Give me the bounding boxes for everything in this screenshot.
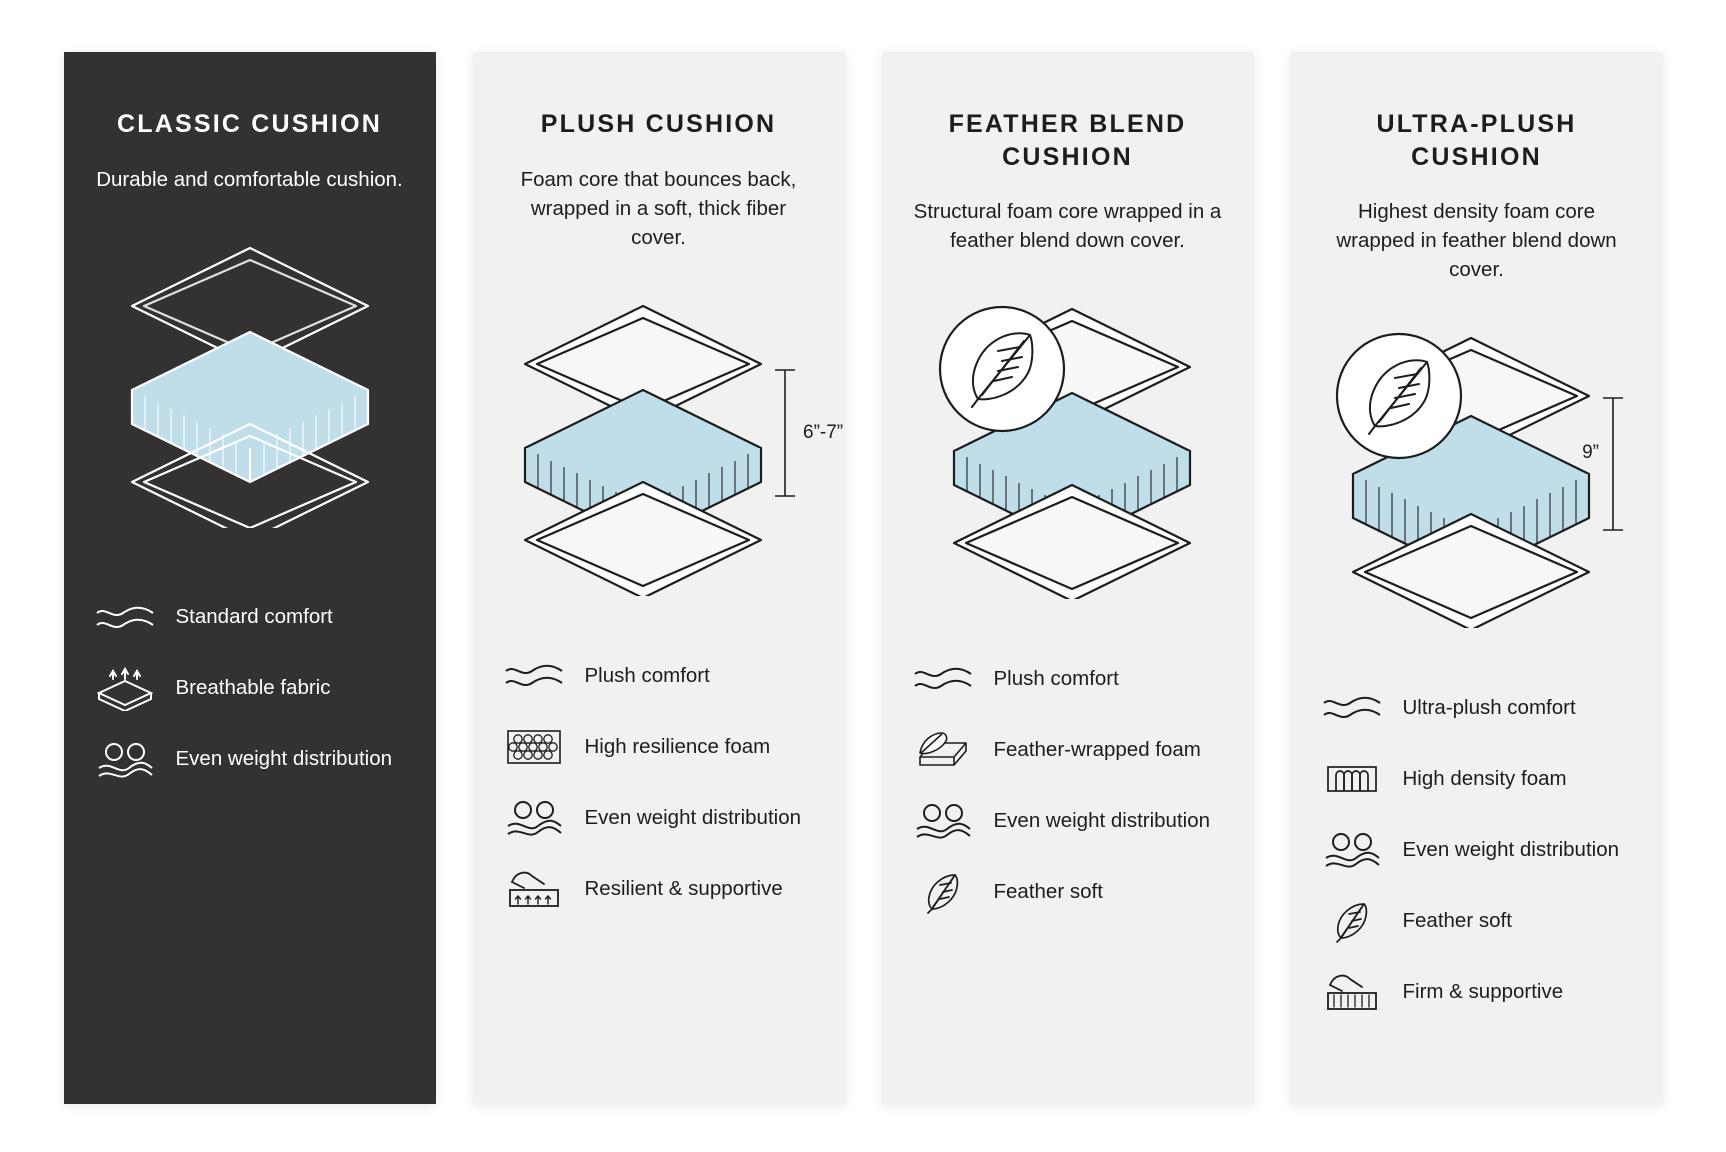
feature-label: Resilient & supportive [584, 876, 783, 900]
card-description: Durable and comfortable cushion. [96, 167, 403, 191]
resilient-support-icon [503, 864, 565, 914]
feature-item[interactable] [912, 724, 1224, 776]
exploded-cushion-diagram [1321, 318, 1661, 628]
weight-distribution-icon [94, 735, 156, 785]
dimension-bar [1603, 398, 1623, 530]
feather-badge-icon [1337, 334, 1461, 458]
wave-lines-icon [503, 651, 565, 701]
feature-item[interactable] [503, 721, 815, 773]
feather-badge-icon [940, 307, 1064, 431]
cushion-illustration-feather-blend [912, 289, 1224, 619]
feather-wrapped-foam-icon [912, 725, 974, 775]
honeycomb-foam-icon [503, 722, 565, 772]
wave-lines-icon [94, 593, 156, 643]
cushion-illustration-plush [503, 286, 843, 616]
feather-icon [912, 867, 974, 917]
dimension-bar [775, 370, 795, 496]
feature-label: Ultra-plush comfort [1402, 696, 1576, 720]
feature-label: Breathable fabric [175, 676, 331, 700]
exploded-cushion-diagram [912, 289, 1252, 599]
feature-item[interactable] [503, 792, 815, 844]
wave-lines-icon [1321, 683, 1383, 733]
feature-item[interactable] [1321, 753, 1633, 805]
feature-label: Feather soft [1402, 909, 1512, 933]
card-title: CLASSIC CUSHION [117, 110, 382, 138]
feature-label: Plush comfort [993, 667, 1119, 691]
cushion-card-ultra-plush[interactable] [1291, 52, 1663, 1104]
feature-label: Even weight distribution [584, 805, 802, 829]
feather-icon [1321, 896, 1383, 946]
wave-lines-icon [912, 654, 974, 704]
feature-label: Standard comfort [175, 605, 333, 629]
card-description: Structural foam core wrapped in a feather blend down cover. [913, 200, 1222, 253]
feature-label: Firm & supportive [1402, 980, 1564, 1004]
feature-list [94, 592, 406, 786]
feature-label: High resilience foam [584, 734, 771, 758]
card-title: FEATHER BLEND CUSHION [948, 110, 1187, 171]
card-description: Foam core that bounces back, wrapped in a soft, thick fiber cover. [520, 167, 797, 249]
feature-list [912, 653, 1224, 918]
exploded-cushion-diagram [503, 286, 843, 596]
weight-distribution-icon [503, 793, 565, 843]
feature-item[interactable] [503, 650, 815, 702]
feature-item[interactable] [912, 866, 1224, 918]
firm-support-icon [1321, 967, 1383, 1017]
cushion-card-feather-blend[interactable] [882, 52, 1254, 1104]
high-density-foam-icon [1321, 754, 1383, 804]
feature-label: Even weight distribution [175, 747, 393, 771]
card-title: PLUSH CUSHION [540, 110, 777, 138]
feature-item[interactable] [912, 653, 1224, 705]
dimension-label: 9” [1581, 442, 1599, 464]
feature-label: Feather soft [993, 880, 1103, 904]
dimension-label: 6”-7” [802, 421, 843, 443]
weight-distribution-icon [912, 796, 974, 846]
feature-label: High density foam [1402, 767, 1567, 791]
feature-item[interactable] [94, 592, 406, 644]
feature-item[interactable] [503, 863, 815, 915]
card-title: ULTRA-PLUSH CUSHION [1376, 110, 1577, 171]
cushion-card-plush[interactable] [473, 52, 845, 1104]
feature-label: Even weight distribution [993, 809, 1211, 833]
card-description: Highest density foam core wrapped in feather blend down cover. [1336, 200, 1617, 282]
cushion-illustration-classic [94, 228, 406, 558]
feature-item[interactable] [1321, 895, 1633, 947]
feature-label: Even weight distribution [1402, 838, 1620, 862]
feature-list [503, 650, 815, 915]
weight-distribution-icon [1321, 825, 1383, 875]
feature-label: Feather-wrapped foam [993, 738, 1201, 762]
feature-item[interactable] [94, 734, 406, 786]
feature-item[interactable] [1321, 966, 1633, 1018]
feature-item[interactable] [912, 795, 1224, 847]
feature-list [1321, 682, 1633, 1018]
cushion-card-classic[interactable] [64, 52, 436, 1104]
feature-item[interactable] [1321, 682, 1633, 734]
feature-item[interactable] [94, 663, 406, 715]
cushion-illustration-ultra-plush [1321, 318, 1633, 648]
breathable-fabric-icon [94, 664, 156, 714]
feature-label: Plush comfort [584, 663, 710, 687]
feature-item[interactable] [1321, 824, 1633, 876]
exploded-cushion-diagram [100, 228, 400, 528]
